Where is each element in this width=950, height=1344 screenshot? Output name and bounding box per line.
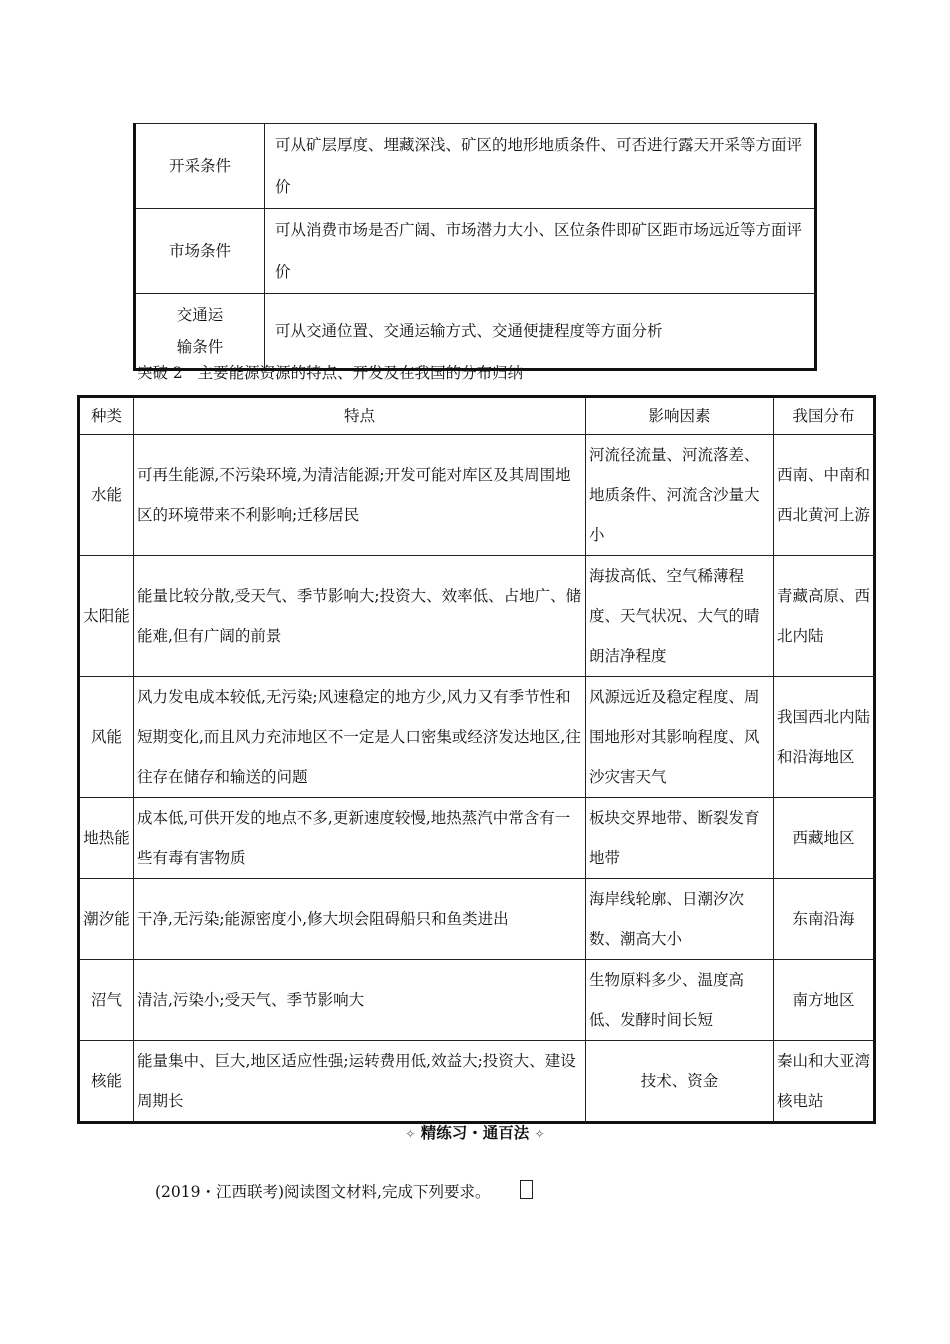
energy-factors: 海岸线轮廓、日潮汐次数、潮高大小 [586,879,774,960]
practice-section-title [0,1121,950,1143]
table-row [79,1041,875,1123]
energy-features: 干净,无污染;能源密度小,修大坝会阻碍船只和鱼类进出 [134,879,586,960]
energy-factors: 河流径流量、河流落差、地质条件、河流含沙量大小 [586,435,774,556]
energy-type: 太阳能 [79,556,134,677]
table-row [79,556,875,677]
row-text: 可从交通位置、交通运输方式、交通便捷程度等方面分析 [265,294,816,370]
placeholder-box-icon [520,1180,533,1199]
ornament-right-icon: ✧ [534,1127,545,1141]
table-row [135,294,816,370]
energy-factors: 海拔高低、空气稀薄程度、天气状况、大气的晴朗洁净程度 [586,556,774,677]
ornament-left-icon: ✧ [405,1127,416,1141]
table-row [79,798,875,879]
row-label: 市场条件 [135,209,265,294]
energy-type: 核能 [79,1041,134,1123]
table-row [135,124,816,209]
column-header: 影响因素 [586,397,774,435]
energy-distribution: 西南、中南和西北黄河上游 [774,435,875,556]
energy-factors: 生物原料多少、温度高低、发酵时间长短 [586,960,774,1041]
table-row [79,960,875,1041]
energy-type: 水能 [79,435,134,556]
energy-distribution: 南方地区 [774,960,875,1041]
column-header: 特点 [134,397,586,435]
energy-distribution: 东南沿海 [774,879,875,960]
column-header: 我国分布 [774,397,875,435]
energy-features: 风力发电成本较低,无污染;风速稳定的地方少,风力又有季节性和短期变化,而且风力充沛地区不一定是人口密集或经济发达地区,往往存在储存和输送的问题 [134,677,586,798]
question-prompt-text: (2019・江西联考)阅读图文材料,完成下列要求。 [155,1183,491,1201]
energy-factors: 风源远近及稳定程度、周围地形对其影响程度、风沙灾害天气 [586,677,774,798]
practice-title-text: 精练习・通百法 [420,1124,530,1142]
energy-distribution: 青藏高原、西北内陆 [774,556,875,677]
energy-features: 可再生能源,不污染环境,为清洁能源;开发可能对库区及其周围地区的环境带来不利影响;迁移居民 [134,435,586,556]
energy-factors: 板块交界地带、断裂发育地带 [586,798,774,879]
table-row [135,209,816,294]
row-text: 可从矿层厚度、埋藏深浅、矿区的地形地质条件、可否进行露天开采等方面评价 [265,124,816,209]
energy-distribution: 秦山和大亚湾核电站 [774,1041,875,1123]
table-row [79,435,875,556]
section-caption: 突破 2 主要能源资源的特点、开发及在我国的分布归纳 [137,364,524,382]
row-label: 开采条件 [135,124,265,209]
question-prompt [155,1180,533,1202]
table-header-row [79,397,875,435]
column-header: 种类 [79,397,134,435]
evaluation-conditions-table [133,123,817,371]
energy-features: 能量集中、巨大,地区适应性强;运转费用低,效益大;投资大、建设周期长 [134,1041,586,1123]
energy-distribution: 我国西北内陆和沿海地区 [774,677,875,798]
energy-type: 沼气 [79,960,134,1041]
energy-type: 潮汐能 [79,879,134,960]
table-row [79,879,875,960]
table-row [79,677,875,798]
energy-type: 地热能 [79,798,134,879]
energy-factors: 技术、资金 [586,1041,774,1123]
row-text: 可从消费市场是否广阔、市场潜力大小、区位条件即矿区距市场远近等方面评价 [265,209,816,294]
row-label-line: 输条件 [176,338,224,356]
energy-features: 能量比较分散,受天气、季节影响大;投资大、效率低、占地广、储能难,但有广阔的前景 [134,556,586,677]
energy-features: 成本低,可供开发的地点不多,更新速度较慢,地热蒸汽中常含有一些有毒有害物质 [134,798,586,879]
energy-features: 清洁,污染小;受天气、季节影响大 [134,960,586,1041]
energy-distribution: 西藏地区 [774,798,875,879]
energy-resources-table [77,395,876,1124]
row-label-line: 交通运 [176,306,224,324]
row-label [135,294,265,370]
energy-type: 风能 [79,677,134,798]
